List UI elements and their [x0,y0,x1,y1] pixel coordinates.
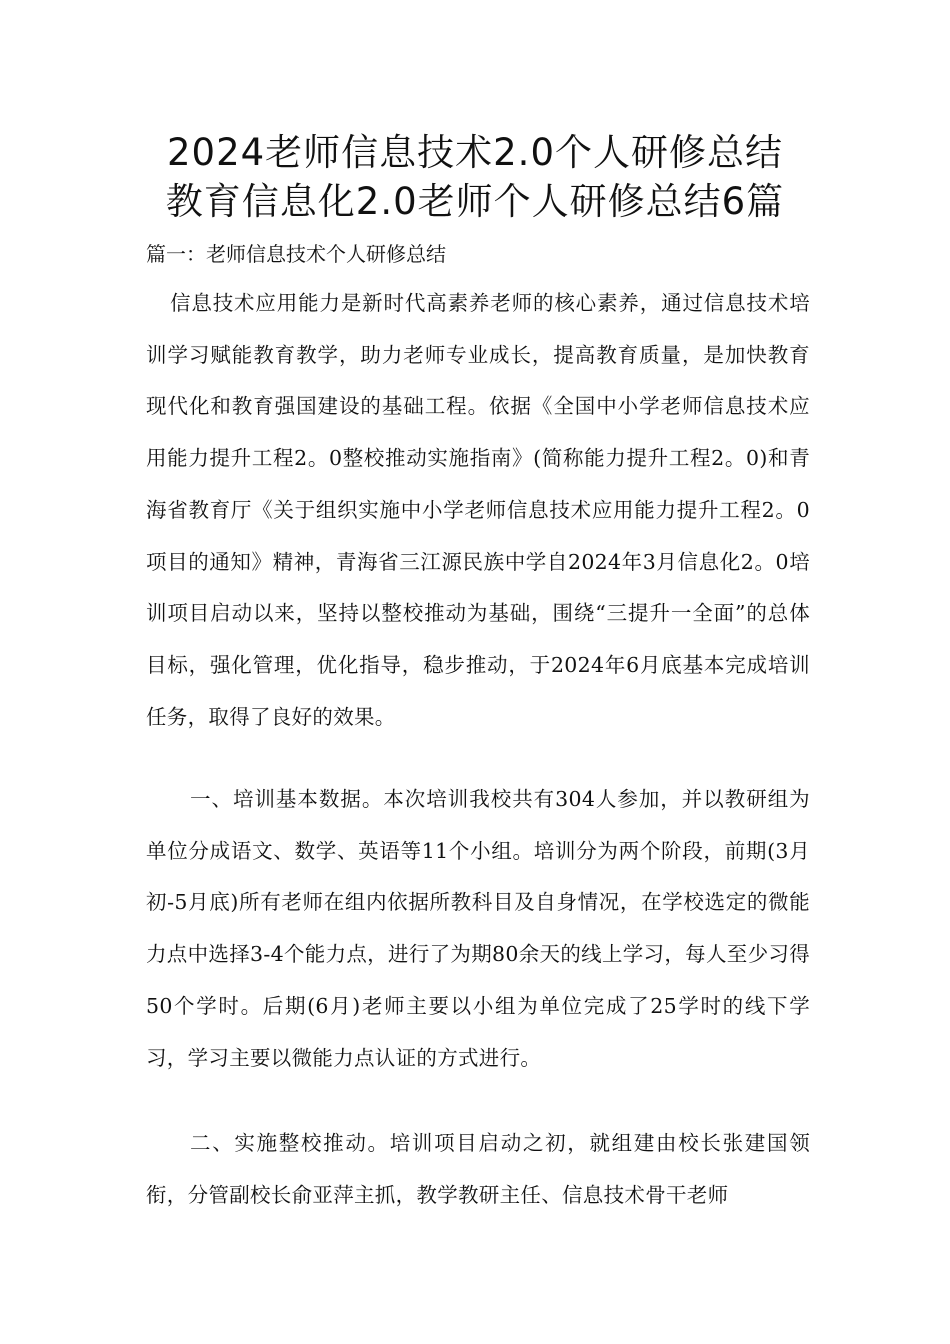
document-title-line-2: 教育信息化2.0老师个人研修总结6篇 [165,180,785,223]
paragraph-training-data: 一、培训基本数据。本次培训我校共有304人参加，并以教研组为单位分成语文、数学、英语等11个小组。培训分为两个阶段，前期(3月初-5月底)所有老师在组内依据所教科目及自身情况，在学校选定的微能力点中选择3-4个能力点，进行了为期80余天的线上学习，每人至少习得50个学时。后期(6月)老师主要以小组为单位完成了25学时的线下学习，学习主要以微能力点认证的方式进行。 [146,787,810,1070]
section-label: 篇一：老师信息技术个人研修总结 [146,242,446,266]
paragraph-intro: 信息技术应用能力是新时代高素养老师的核心素养，通过信息技术培训学习赋能教育教学，助力老师专业成长，提高教育质量，是加快教育现代化和教育强国建设的基础工程。依据《全国中小学老师信息技术应用能力提升工程2。0整校推动实施指南》(简称能力提升工程2。0)和青海省教育厅《关于组织实施中小学老师信息技术应用能力提升工程2。0项目的通知》精神，青海省三江源民族中学自2024年3月信息化2。0培训项目启动以来，坚持以整校推动为基础，围绕“三提升一全面”的总体目标，强化管理，优化指导，稳步推动，于2024年6月底基本完成培训任务，取得了良好的效果。 [146,291,810,729]
document-title-line-1: 2024老师信息技术2.0个人研修总结 [166,131,783,174]
paragraph-whole-school: 二、实施整校推动。培训项目启动之初，就组建由校长张建国领衔，分管副校长俞亚萍主抓，教学教研主任、信息技术骨干老师 [146,1131,810,1207]
